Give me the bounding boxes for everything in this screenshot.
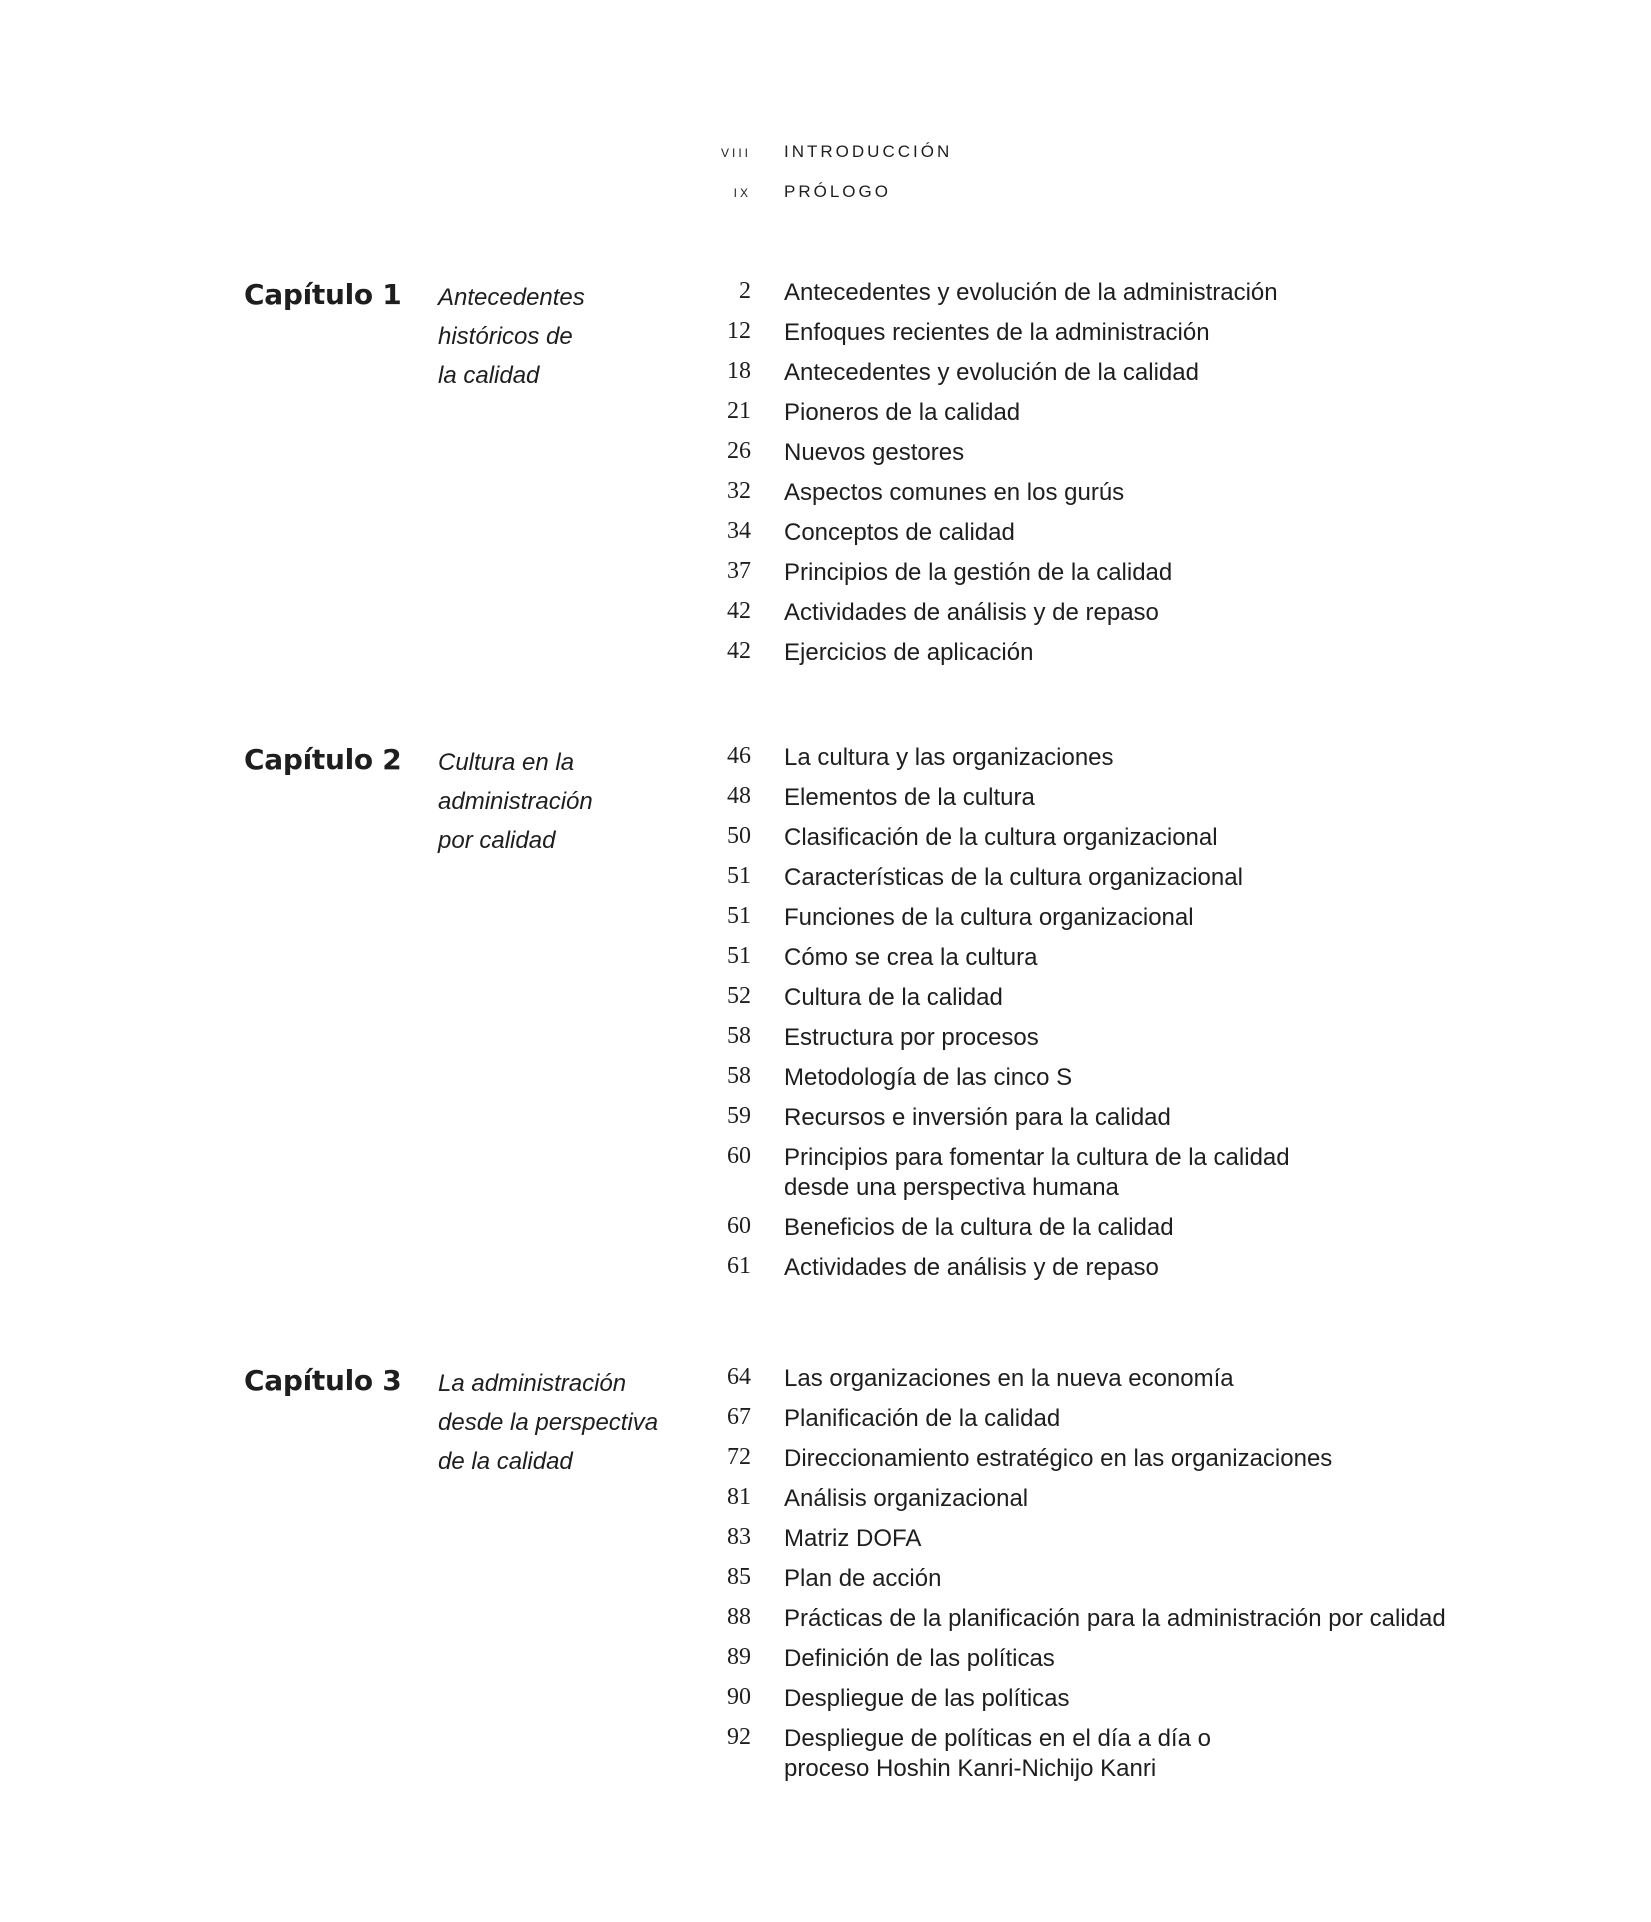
front-matter-page-number: viii: [720, 142, 751, 161]
entry-title: Prácticas de la planificación para la administración por calidad: [784, 1605, 1446, 1632]
entry-title: Despliegue de las políticas: [784, 1685, 1070, 1712]
entry-page-number: 58: [727, 1063, 751, 1089]
toc-entry: [0, 1103, 1651, 1143]
entry-page-number: 59: [727, 1103, 751, 1129]
toc-entry: [0, 783, 1651, 823]
entry-title: Clasificación de la cultura organizacional: [784, 824, 1218, 851]
chapter-title-line: por calidad: [438, 827, 556, 854]
toc-entry: [0, 438, 1651, 478]
entry-page-number: 34: [727, 518, 751, 544]
entry-title: Cómo se crea la cultura: [784, 944, 1038, 971]
entry-title: Enfoques recientes de la administración: [784, 319, 1210, 346]
entry-page-number: 90: [727, 1684, 751, 1710]
toc-entry: [0, 983, 1651, 1023]
entry-page-number: 64: [727, 1364, 751, 1390]
chapter-title-line: La administración: [438, 1370, 627, 1397]
entry-page-number: 85: [727, 1564, 751, 1590]
toc-entry: [0, 278, 1651, 318]
entry-page-number: 37: [727, 558, 751, 584]
toc-entry: [0, 478, 1651, 518]
entry-title: Características de la cultura organizacional: [784, 864, 1243, 891]
toc-entry: [0, 558, 1651, 598]
entry-page-number: 67: [727, 1404, 751, 1430]
entry-title: Principios para fomentar la cultura de la calidad desde una perspectiva humana: [784, 1144, 1290, 1201]
toc-entry: [0, 1644, 1651, 1684]
toc-entry: [0, 1213, 1651, 1253]
toc-entry: [0, 1684, 1651, 1724]
entry-title: La cultura y las organizaciones: [784, 744, 1114, 771]
entry-title: Ejercicios de aplicación: [784, 639, 1034, 666]
entry-title: Funciones de la cultura organizacional: [784, 904, 1194, 931]
entry-title: Plan de acción: [784, 1565, 942, 1592]
front-matter-title: PRÓLOGO: [784, 182, 891, 201]
entry-page-number: 92: [727, 1724, 751, 1750]
toc-entry: [0, 598, 1651, 638]
entry-page-number: 60: [727, 1143, 751, 1169]
chapter-label: Capítulo 3: [244, 1364, 402, 1397]
entry-page-number: 50: [727, 823, 751, 849]
entry-title: Beneficios de la cultura de la calidad: [784, 1214, 1174, 1241]
entry-title: Despliegue de políticas en el día a día o proceso Hoshin Kanri-Nichijo Kanri: [784, 1725, 1211, 1782]
entry-title: Direccionamiento estratégico en las organizaciones: [784, 1445, 1333, 1472]
toc-entry: [0, 1143, 1651, 1213]
entry-page-number: 81: [727, 1484, 751, 1510]
chapter-title-line: la calidad: [438, 362, 540, 389]
entry-title: Actividades de análisis y de repaso: [784, 1254, 1159, 1281]
toc-entry: [0, 518, 1651, 558]
entry-page-number: 60: [727, 1213, 751, 1239]
toc-entry: [0, 1724, 1651, 1794]
front-matter-page-number: ix: [733, 182, 751, 201]
toc-entry: [0, 1444, 1651, 1484]
toc-entry: [0, 1524, 1651, 1564]
entry-page-number: 88: [727, 1604, 751, 1630]
chapter-label: Capítulo 1: [244, 278, 402, 311]
entry-page-number: 52: [727, 983, 751, 1009]
chapter-title-line: desde la perspectiva: [438, 1409, 659, 1436]
chapter-label: Capítulo 2: [244, 743, 402, 776]
entry-title: Matriz DOFA: [784, 1525, 922, 1552]
entry-title: Principios de la gestión de la calidad: [784, 559, 1173, 586]
front-matter-title: INTRODUCCIÓN: [784, 142, 953, 161]
entry-page-number: 42: [727, 638, 751, 664]
entry-title: Antecedentes y evolución de la administración: [784, 279, 1278, 306]
entry-title: Las organizaciones en la nueva economía: [784, 1365, 1234, 1392]
toc-entry: [0, 1604, 1651, 1644]
entry-title: Cultura de la calidad: [784, 984, 1003, 1011]
chapter-title-line: Cultura en la: [438, 749, 575, 776]
entry-title: Actividades de análisis y de repaso: [784, 599, 1159, 626]
entry-page-number: 89: [727, 1644, 751, 1670]
toc-entry: [0, 823, 1651, 863]
toc-entry: [0, 638, 1651, 678]
toc-entry: [0, 943, 1651, 983]
entry-title: Nuevos gestores: [784, 439, 965, 466]
entry-title: Pioneros de la calidad: [784, 399, 1021, 426]
toc-entry: [0, 1364, 1651, 1404]
entry-page-number: 58: [727, 1023, 751, 1049]
entry-page-number: 61: [727, 1253, 751, 1279]
entry-page-number: 46: [727, 743, 751, 769]
entry-page-number: 12: [727, 318, 751, 344]
front-matter-item-prologue: [0, 182, 1651, 222]
entry-title: Antecedentes y evolución de la calidad: [784, 359, 1199, 386]
entry-title: Aspectos comunes en los gurús: [784, 479, 1125, 506]
front-matter-item-introduction: [0, 142, 1651, 182]
toc-entry: [0, 398, 1651, 438]
chapter-title-line: históricos de: [438, 323, 573, 350]
toc-entry: [0, 1253, 1651, 1293]
entry-title: Definición de las políticas: [784, 1645, 1055, 1672]
chapter-title-line: de la calidad: [438, 1448, 573, 1475]
entry-title: Estructura por procesos: [784, 1024, 1039, 1051]
toc-entry: [0, 318, 1651, 358]
entry-page-number: 18: [727, 358, 751, 384]
entry-page-number: 51: [727, 863, 751, 889]
chapter-entries: [0, 743, 1651, 1293]
entry-title: Recursos e inversión para la calidad: [784, 1104, 1171, 1131]
entry-page-number: 21: [727, 398, 751, 424]
entry-title: Planificación de la calidad: [784, 1405, 1061, 1432]
entry-page-number: 51: [727, 903, 751, 929]
toc-entry: [0, 358, 1651, 398]
entry-page-number: 42: [727, 598, 751, 624]
entry-page-number: 72: [727, 1444, 751, 1470]
toc-entry: [0, 743, 1651, 783]
chapter-entries: [0, 278, 1651, 678]
entry-page-number: 26: [727, 438, 751, 464]
toc-entry: [0, 1063, 1651, 1103]
entry-page-number: 83: [727, 1524, 751, 1550]
entry-page-number: 51: [727, 943, 751, 969]
entry-page-number: 48: [727, 783, 751, 809]
toc-entry: [0, 1564, 1651, 1604]
entry-page-number: 2: [739, 278, 751, 304]
toc-entry: [0, 1484, 1651, 1524]
toc-entry: [0, 1404, 1651, 1444]
chapter-title-line: Antecedentes: [438, 284, 585, 311]
toc-entry: [0, 1023, 1651, 1063]
chapter-title-line: administración: [438, 788, 593, 815]
toc-entry: [0, 863, 1651, 903]
entry-title: Metodología de las cinco S: [784, 1064, 1073, 1091]
entry-page-number: 32: [727, 478, 751, 504]
chapter-entries: [0, 1364, 1651, 1794]
entry-title: Análisis organizacional: [784, 1485, 1029, 1512]
entry-title: Elementos de la cultura: [784, 784, 1035, 811]
entry-title: Conceptos de calidad: [784, 519, 1015, 546]
toc-entry: [0, 903, 1651, 943]
